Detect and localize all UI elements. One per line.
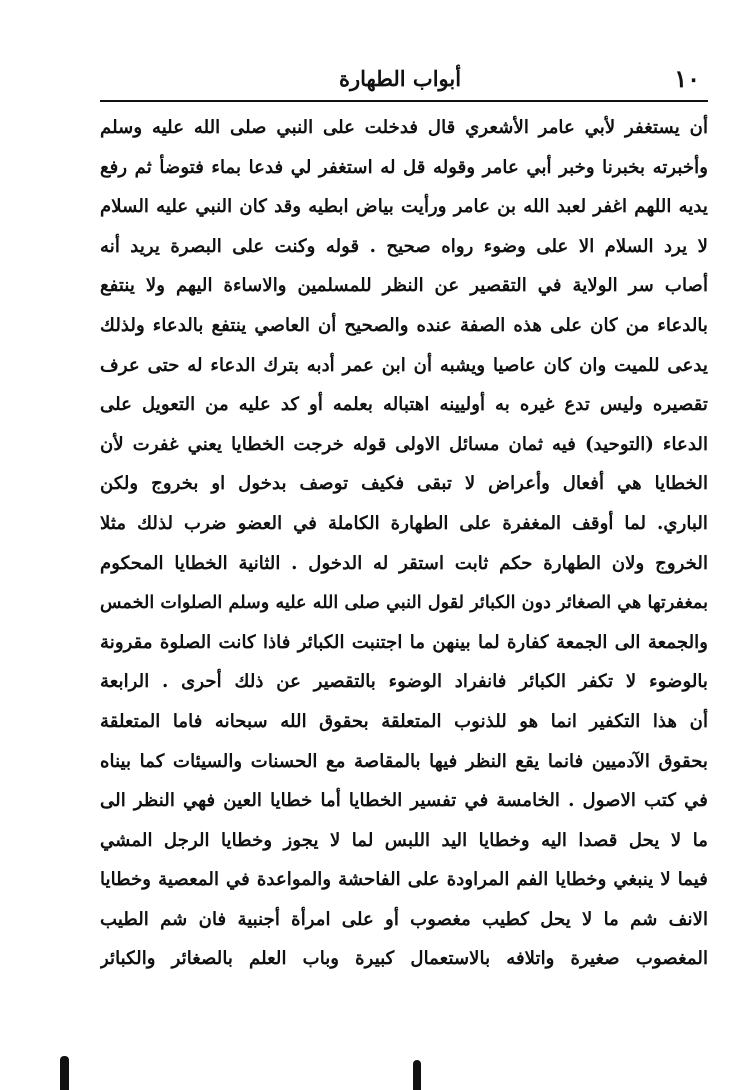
text-line: ما لا يحل قصدا اليه وخطايا اليد اللبس لما لا يجوز وخطايا الرجل المشي [100,829,708,851]
text-line: والجمعة الى الجمعة كفارة لما بينهن ما اجتنبت الكبائر فاذا كانت الصلوة مقرونة [100,631,708,653]
running-title: أبواب الطهارة [338,66,462,91]
text-line: يدعى للميت وان كان عاصيا ويشبه أن ابن عمر أدبه بترك الدعاء له حتى عرف [100,354,708,376]
page-number: ١٠ [674,64,700,93]
body-text [100,108,708,979]
text-line: أن يستغفر لأبي عامر الأشعري قال فدخلت على النبي صلى الله عليه وسلم [100,117,708,138]
text-line: الخطايا هي أفعال وأعراض لا تبقى فكيف توصف بدخول او بخروج ولكن [100,473,708,495]
binding-mark [60,1056,69,1090]
text-line: بحقوق الآدميين فانما يقع النظر فيها بالمقاصة مع الحسنات والسيئات كما بيناه [100,750,708,772]
text-line: فيما لا ينبغي وخطايا الفم المراودة على الفاحشة والمواعدة في المعصية وخطايا [100,869,708,891]
text-line: في كتب الاصول . الخامسة في تفسير الخطايا أما خطايا العين فهي النظر الى [100,790,708,812]
text-line: تقصيره وليس تدع غيره به أوليينه اهتباله بعلمه أو كد عليه من التعويل على [100,394,708,416]
text-line: يديه اللهم اغفر لعبد الله بن عامر ورأيت بياض ابطيه وقد كان النبي عليه السلام [100,196,708,218]
text-line: بمغفرتها هي الصغائر دون الكبائر لقول النبي صلى الله عليه وسلم الصلوات الخمس [100,592,708,614]
text-line: الخروج ولان الطهارة حكم ثابت استقر له الدخول . الثانية الخطايا المحكوم [100,552,708,574]
text-line: لا يرد السلام الا على وضوء رواه صحيح . قوله وكنت على البصرة يريد أنه [100,235,708,257]
text-line: الدعاء (التوحيد) فيه ثمان مسائل الاولى قوله خرجت الخطايا يعني غفرت لأن [100,433,708,455]
binding-mark [413,1060,421,1090]
text-line: بالوضوء لا تكفر الكبائر فانفراد الوضوء بالتقصير عن ذلك أحرى . الرابعة [100,671,708,693]
text-line: الانف شم ما لا يحل كطيب مغصوب أو على امرأة أجنبية فان شم الطيب [100,908,708,930]
page-header [100,62,700,98]
text-line: أن هذا التكفير انما هو للذنوب المتعلقة بحقوق الله سبحانه فاما المتعلقة [100,710,708,732]
footer-scan-marks [0,1050,754,1090]
text-line: بالدعاء من كان على هذه الصفة عنده والصحيح أن العاصي ينتفع بالدعاء ولذلك [100,314,708,336]
text-line: الباري. لما أوقف المغفرة على الطهارة الكاملة في العضو ضرب لذلك مثلا [100,512,708,534]
text-line: وأخبرته بخبرنا وخبر أبي عامر وقوله قل له استغفر لي فدعا بماء فتوضأ ثم رفع [100,156,708,178]
header-rule [100,100,708,102]
text-line: أصاب سر الولاية في التقصير عن النظر للمسلمين والاساءة اليهم ولا ينتفع [100,275,708,297]
text-line: المغصوب صغيرة واتلافه بالاستعمال كبيرة وباب العلم بالصغائر والكبائر [100,948,708,970]
